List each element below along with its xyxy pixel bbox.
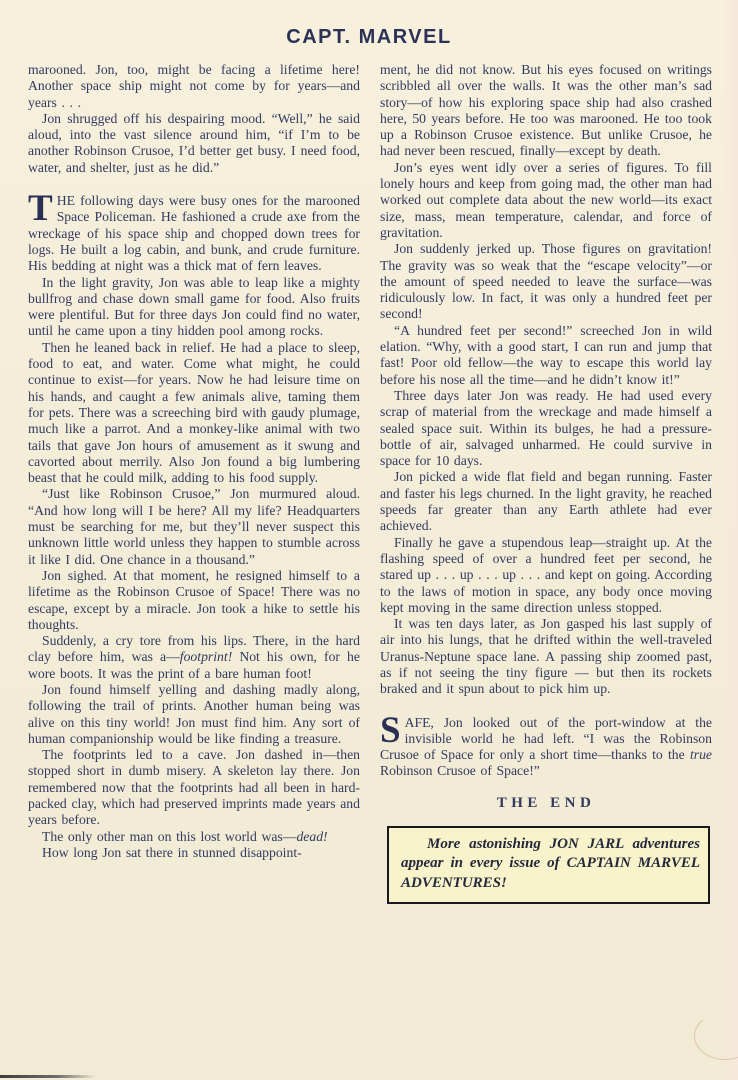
- text-run: Not his own, for he wore boots. It was the print of a bare human foot!: [28, 649, 360, 681]
- paragraph: [380, 709, 712, 780]
- text-run: The only other man on this lost world was—: [42, 828, 297, 844]
- text-run: Finally he gave a stupendous leap—straight up. At the flashing speed of over a hundred feet per second, he stared up . . . up . . . up . . . and kept on going. According to the laws of motion in space, any body once moving kept moving in the same direction unless stopped.: [380, 534, 712, 615]
- paragraph: [28, 568, 360, 633]
- paragraph: [380, 616, 712, 697]
- left-column-text: [28, 62, 360, 861]
- text-run: How long Jon sat there in stunned disappoint-: [42, 844, 302, 860]
- text-run: “Just like Robinson Crusoe,” Jon murmured aloud. “And how long will I be here? All my life? Headquarters must be searching for me, but they’ll never suspect this unknown little world unless they happen to stumble across it like I did. One chance in a thousand.”: [28, 486, 360, 567]
- the-end-label: THE END: [496, 794, 596, 811]
- scan-artifact-line: [0, 1075, 96, 1078]
- text-run: Jon shrugged off his despairing mood. “Well,” he said aloud, into the vast silence around him, “if I’m to be another Robinson Crusoe, I’d better get busy. I need food, water, and shelter, just as he did.”: [28, 110, 360, 175]
- paragraph: [28, 188, 360, 274]
- text-run: Jon suddenly jerked up. Those figures on gravitation! The gravity was so weak that the “escape velocity”—or the amount of speed needed to leave the surface—was ridiculously low. In fact, it was only a hundred feet per second!: [380, 241, 712, 322]
- paragraph: [28, 486, 360, 567]
- paragraph: [380, 469, 712, 534]
- promo-box: [387, 826, 710, 905]
- text-run: Jon found himself yelling and dashing madly along, following the trail of prints. Another human being was alive on this tiny world! Jon must find him. Any sort of human companionship would be like finding a treasure.: [28, 681, 360, 746]
- paragraph: [28, 340, 360, 487]
- text-run: Jon sighed. At that moment, he resigned himself to a lifetime as the Robinson Crusoe of Space! There was no escape, except by a miracle. Jon took a hike to settle his thoughts.: [28, 567, 360, 632]
- paragraph: [380, 160, 712, 241]
- text-run: marooned. Jon, too, might be facing a lifetime here! Another space ship might not come by for years—and years . . .: [28, 62, 360, 110]
- text-run: Jon picked a wide flat field and began running. Faster and faster his legs churned. In the light gravity, he reached speeds far greater than any Earth athlete had ever achieved.: [380, 469, 712, 534]
- text-run: HE following days were busy ones for the marooned Space Policeman. He fashioned a crude axe from the wreckage of his space ship and chopped down trees for logs. He built a log cabin, and bunk, and crude furniture. His bedding at night was a thick mat of fern leaves.: [28, 193, 360, 274]
- paragraph: [380, 388, 712, 469]
- right-column: [380, 62, 712, 1062]
- text-run: Suddenly, a cry tore from his lips. There, in the hard clay before him, was a—: [28, 633, 360, 665]
- paragraph: [28, 275, 360, 340]
- emphasized-text: true: [689, 747, 712, 763]
- paragraph: [28, 682, 360, 747]
- paragraph: [380, 323, 712, 388]
- text-run: Jon’s eyes went idly over a series of figures. To fill lonely hours and keep from going mad, the other man had worked out complete data about the new world—its exact size, mass, mean temperature, calendar, and force of gravitation.: [380, 159, 712, 240]
- paragraph: [28, 111, 360, 176]
- page-title: CAPT. MARVEL: [286, 26, 452, 48]
- paragraph: [380, 62, 712, 160]
- paragraph: [28, 633, 360, 682]
- drop-cap: T: [28, 188, 53, 230]
- text-run: ment, he did not know. But his eyes focused on writings scribbled all over the walls. It was the other man’s sad story—of how his exploring space ship had also crashed here, 50 years before. He too was marooned. He too took up a Robinson Crusoe existence. But unlike Crusoe, he had never been rescued, finally—except by death.: [380, 62, 712, 159]
- paragraph: [28, 829, 360, 845]
- text-run: Three days later Jon was ready. He had used every scrap of material from the wreckage and made himself a sealed space suit. Within its bulges, he had a pressure-bottle of air, salvaged unharmed. He could survive in space for 10 days.: [380, 387, 712, 469]
- paragraph: [380, 241, 712, 322]
- text-run: It was ten days later, as Jon gasped his last supply of air into his lungs, that he drifted within the well-traveled Uranus-Neptune space lane. A passing ship zoomed past, as if not seeing the tiny figure — but then its rockets braked and it spun about to pick him up.: [380, 616, 712, 697]
- emphasized-text: footprint!: [179, 649, 233, 665]
- paragraph: [380, 535, 712, 616]
- paragraph: [28, 62, 360, 111]
- text-run: AFE, Jon looked out of the port-window at the invisible world he had left. “I was the Robinson Crusoe of Space for only a short time—thanks to the: [380, 714, 712, 763]
- paragraph: [28, 845, 360, 861]
- promo-text: More astonishing JON JARL adventures appear in every issue of CAPTAIN MARVEL ADVENTURES!: [401, 835, 700, 891]
- right-column-text: [380, 62, 712, 780]
- text-run: The footprints led to a cave. Jon dashed in—then stopped short in dumb misery. A skeleton lay there. Jon remembered now that the footprints had all been in hard-packed clay, which had preserved imprints made years and years before.: [28, 747, 360, 828]
- paragraph: [28, 747, 360, 828]
- text-run: Robinson Crusoe of Space!”: [380, 763, 540, 779]
- left-column: [28, 62, 360, 1062]
- drop-cap: S: [380, 709, 401, 751]
- emphasized-text: dead!: [296, 828, 328, 844]
- story-columns: [28, 62, 712, 1062]
- text-run: Then he leaned back in relief. He had a place to sleep, food to eat, and water. Come what might, he could continue to exist—for years. Now he had leisure time on his hands, and caught a few animals alive, taming them for pets. There was a screeching bird with gaudy plumage, much like a parrot. And a monkey-like animal with two tails that gave Jon hours of amusement as it swung and cavorted about merrily. Also Jon found a big lumbering beast that he could milk, adding to his food supply.: [28, 339, 360, 486]
- text-run: In the light gravity, Jon was able to leap like a mighty bullfrog and chase down small game for food. Also fruits were plentiful. But for three days Jon could find no water, until he came upon a tiny hidden pool among rocks.: [28, 274, 360, 339]
- text-run: “A hundred feet per second!” screeched Jon in wild elation. “Why, with a good start, I can run and jump that fast! Poor old fellow—the way to escape this world lay before his nose all the time—and he didn’t know it!”: [380, 322, 712, 387]
- scan-edge-tint: [724, 0, 738, 1080]
